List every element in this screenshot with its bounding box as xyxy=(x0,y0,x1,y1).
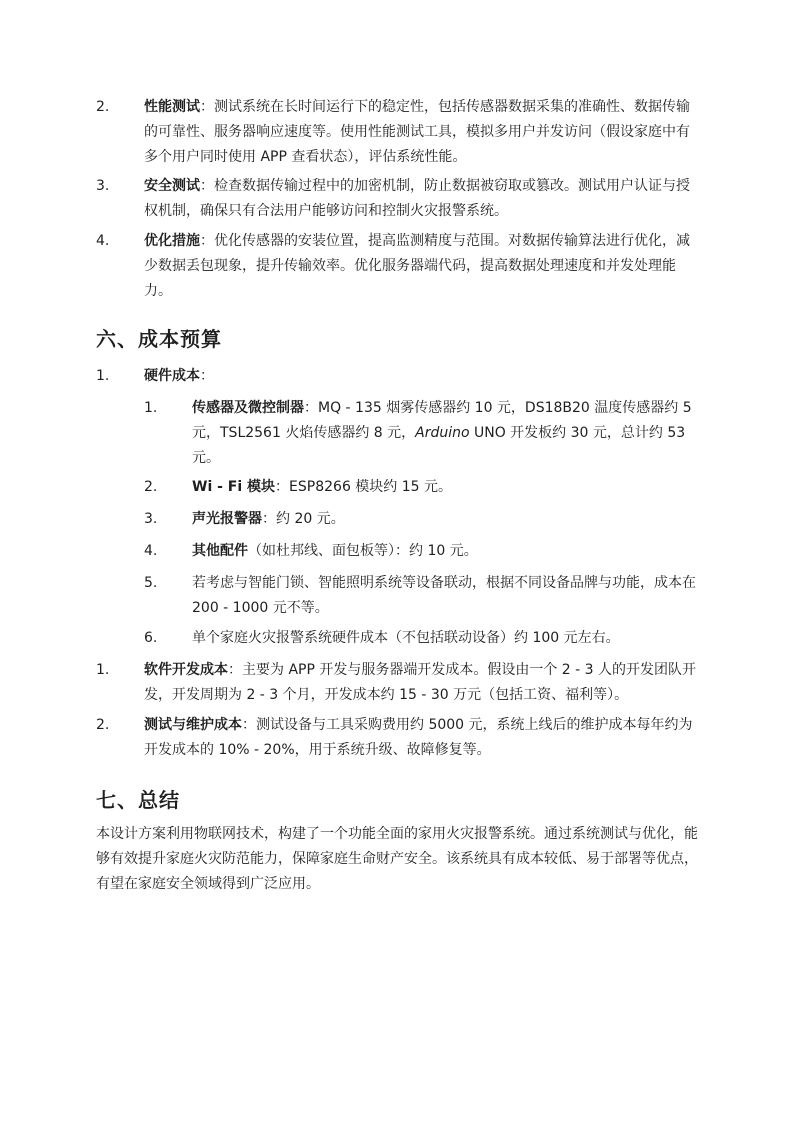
list-text: ：检查数据传输过程中的加密机制，防止数据被窃取或篡改。测试用户认证与授权机制，确保只有合法用户能够访问和控制火灾报警系统。 xyxy=(144,178,690,219)
list-body xyxy=(144,713,702,763)
list-number: 5. xyxy=(144,575,158,591)
list-body xyxy=(144,364,702,389)
list-number: 2. xyxy=(96,717,110,733)
list-body xyxy=(192,571,698,621)
list-text: ：主要为 APP 开发与服务器端开发成本。假设由一个 2 - 3 人的开发团队开发，开发周期为 2 - 3 个月，开发成本约 15 - 30 万元（包括工资、福利等）。 xyxy=(144,662,697,703)
list-number: 1. xyxy=(96,662,110,678)
list-text: ：测试系统在长时间运行下的稳定性，包括传感器数据采集的准确性、数据传输的可靠性、服务器响应速度等。使用性能测试工具，模拟多用户并发访问（假设家庭中有多个用户同时使用 APP 查看状态），评估系统性能。 xyxy=(144,99,690,165)
list-text-italic: Arduino xyxy=(415,425,470,441)
list-term: 硬件成本 xyxy=(144,368,200,384)
list-body xyxy=(144,658,702,708)
summary-paragraph: 本设计方案利用物联网技术，构建了一个功能全面的家用火灾报警系统。通过系统测试与优化，能够有效提升家庭火灾防范能力，保障家庭生命财产安全。该系统具有成本较低、易于部署等优点，有望在家庭安全领域得到广泛应用。 xyxy=(96,826,698,892)
list-term: 测试与维护成本 xyxy=(144,717,242,733)
list-text: ：优化传感器的安装位置，提高监测精度与范围。对数据传输算法进行优化，减少数据丢包现象，提升传输效率。优化服务器端代码，提高数据处理速度和并发处理能力。 xyxy=(144,233,690,299)
list-body xyxy=(192,626,698,651)
list-text: ： xyxy=(200,368,214,384)
list-term: Wi - Fi 模块 xyxy=(192,479,276,495)
list-number: 1. xyxy=(96,368,110,384)
list-number: 3. xyxy=(96,178,110,194)
list-term: 其他配件 xyxy=(192,543,248,559)
list-term: 声光报警器 xyxy=(192,511,262,527)
list-text: （如杜邦线、面包板等）：约 10 元。 xyxy=(248,543,478,559)
list-term: 软件开发成本 xyxy=(144,662,228,678)
list-number: 2. xyxy=(144,479,158,495)
list-number: 1. xyxy=(144,400,158,416)
list-body xyxy=(192,539,698,564)
list-text-after: UNO 开发板约 30 元，总计约 53 元。 xyxy=(192,425,686,466)
list-text: ：测试设备与工具采购费用约 5000 元，系统上线后的维护成本每年约为开发成本的 10% - 20%，用于系统升级、故障修复等。 xyxy=(144,717,693,758)
list-body xyxy=(192,475,698,500)
list-term: 优化措施 xyxy=(144,233,200,249)
list-number: 4. xyxy=(144,543,158,559)
list-number: 2. xyxy=(96,99,110,115)
list-text: ：ESP8266 模块约 15 元。 xyxy=(275,479,453,495)
list-body xyxy=(192,396,698,471)
list-body xyxy=(144,229,702,304)
list-number: 6. xyxy=(144,630,158,646)
list-number: 3. xyxy=(144,511,158,527)
list-text: 单个家庭火灾报警系统硬件成本（不包括联动设备）约 100 元左右。 xyxy=(192,630,620,646)
list-number: 4. xyxy=(96,233,110,249)
list-body xyxy=(144,174,702,224)
section-heading-summary: 七、总结 xyxy=(96,788,180,812)
list-term: 传感器及微控制器 xyxy=(192,400,304,416)
list-term: 安全测试 xyxy=(144,178,200,194)
list-term: 性能测试 xyxy=(144,99,200,115)
list-text: ：MQ - 135 烟雾传感器约 10 元，DS18B20 温度传感器约 5 元，TSL2561 火焰传感器约 8 元， xyxy=(192,400,692,441)
list-text: ：约 20 元。 xyxy=(262,511,345,527)
list-body xyxy=(144,95,702,170)
section-heading-cost: 六、成本预算 xyxy=(96,327,222,351)
list-body xyxy=(192,507,698,532)
list-text: 若考虑与智能门锁、智能照明系统等设备联动，根据不同设备品牌与功能，成本在 200 - 1000 元不等。 xyxy=(192,575,696,616)
